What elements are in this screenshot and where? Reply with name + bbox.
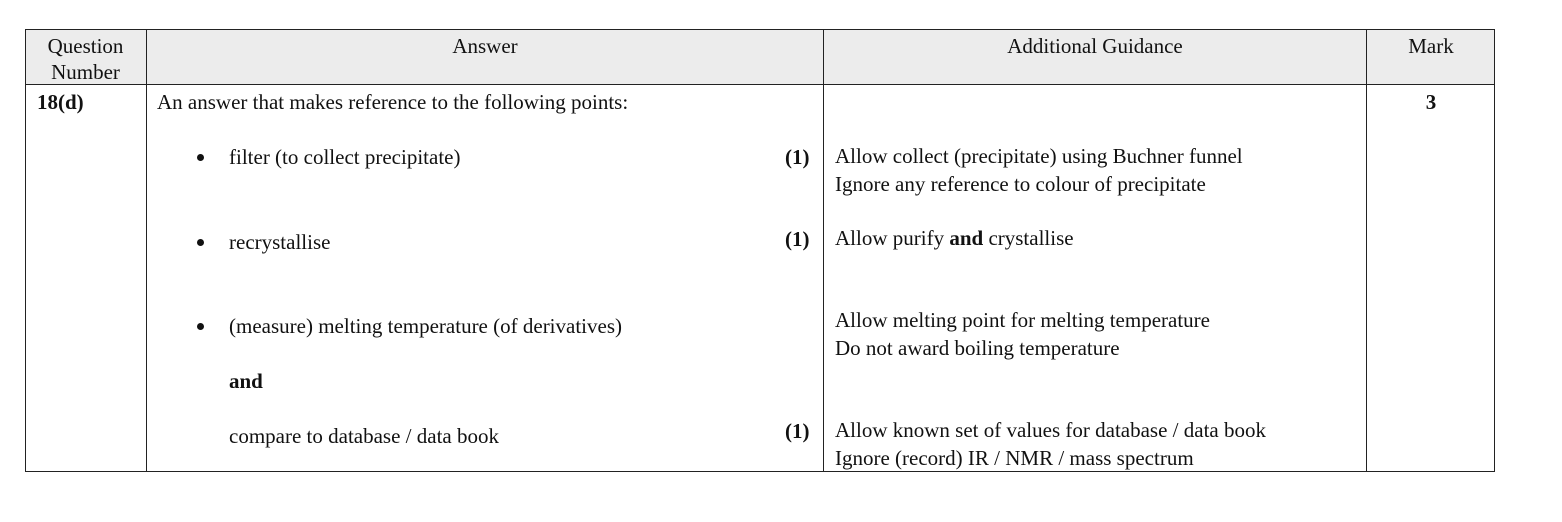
guidance-3-line-2: Do not award boiling temperature: [835, 336, 1120, 360]
point-3-mark: (1): [785, 419, 810, 443]
guidance-2-post: crystallise: [983, 226, 1074, 250]
mark-scheme-table: [25, 29, 1495, 472]
point-1-text: filter (to collect precipitate): [229, 145, 461, 169]
question-number: 18(d): [37, 90, 84, 114]
total-mark: 3: [1425, 90, 1437, 114]
point-2-text: recrystallise: [229, 230, 331, 254]
header-mark-label: Mark: [1408, 34, 1454, 58]
divider-question-answer: [146, 85, 147, 472]
guidance-2-bold: and: [949, 226, 984, 250]
bullet-3: [197, 323, 204, 330]
point-2-mark: (1): [785, 227, 810, 251]
guidance-2: [835, 224, 1074, 252]
header-question-label: Question Number: [47, 34, 124, 84]
guidance-4-line-2: Ignore (record) IR / NMR / mass spectrum: [835, 446, 1194, 470]
answer-intro: An answer that makes reference to the following points:: [157, 90, 629, 114]
header-answer: [147, 29, 824, 85]
guidance-1-line-2: Ignore any reference to colour of precipitate: [835, 172, 1206, 196]
divider-guidance-mark: [1366, 85, 1367, 472]
header-mark: [1367, 29, 1495, 85]
divider-answer-guidance: [823, 85, 824, 472]
bullet-2: [197, 239, 204, 246]
guidance-2-pre: Allow purify: [835, 226, 950, 250]
header-question-number: [25, 29, 147, 85]
guidance-3-line-1: Allow melting point for melting temperature: [835, 308, 1210, 332]
bullet-1: [197, 154, 204, 161]
header-guidance-label: Additional Guidance: [1007, 34, 1183, 58]
guidance-4-line-1: Allow known set of values for database / data book: [835, 418, 1266, 442]
guidance-1-line-1: Allow collect (precipitate) using Buchner funnel: [835, 144, 1243, 168]
point-3-text: (measure) melting temperature (of derivatives): [229, 314, 622, 338]
header-guidance: [824, 29, 1367, 85]
point-1-mark: (1): [785, 145, 810, 169]
point-3-continuation: compare to database / data book: [229, 424, 499, 448]
point-3-connector: and: [229, 369, 263, 393]
header-answer-label: Answer: [452, 34, 518, 58]
